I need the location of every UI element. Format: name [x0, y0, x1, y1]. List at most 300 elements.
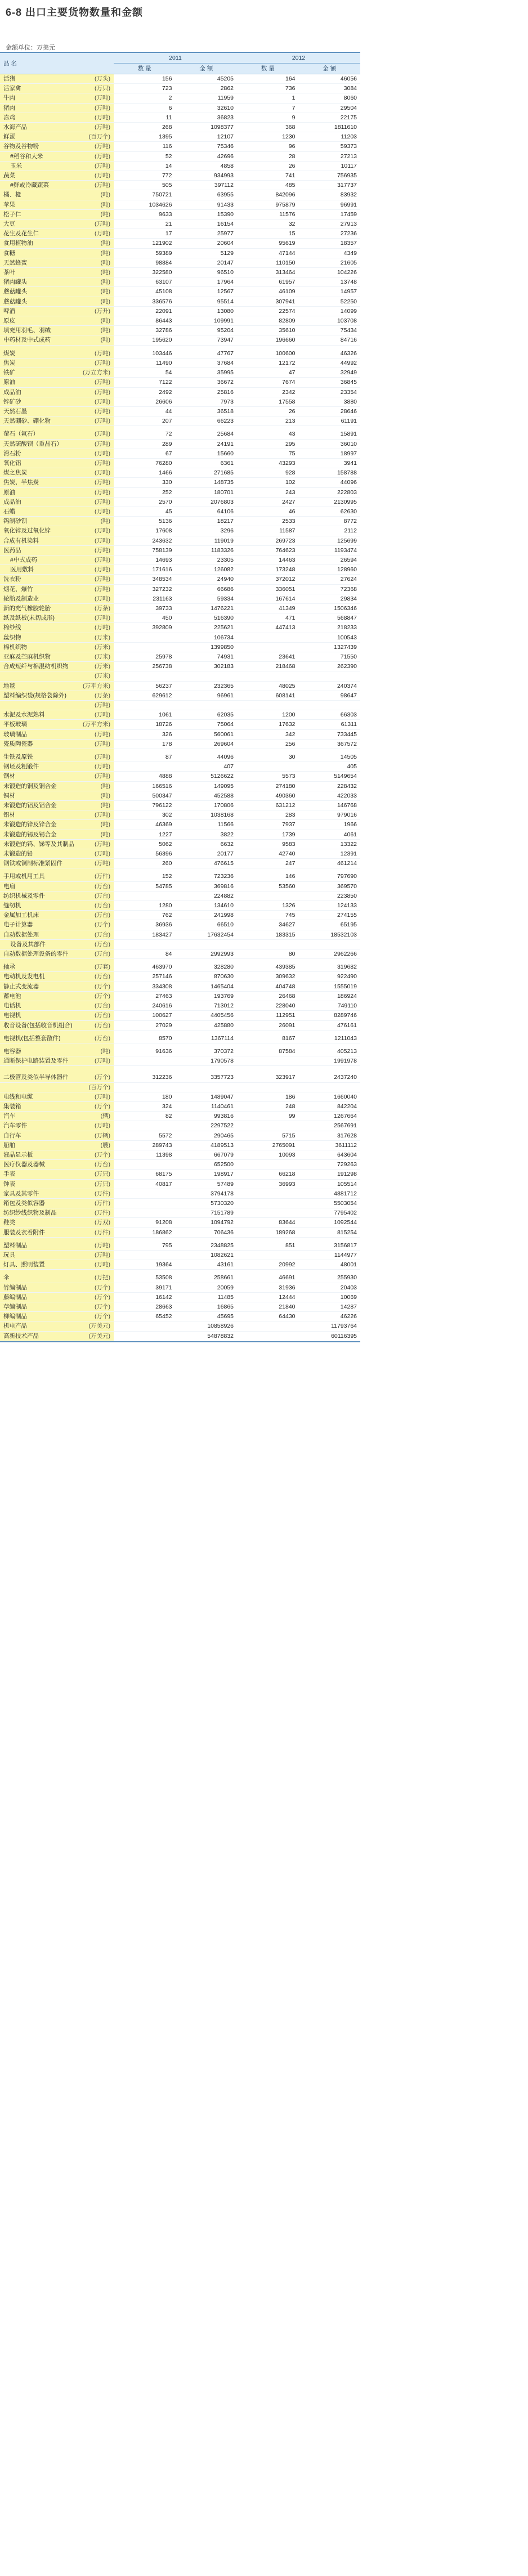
cell-amt-2011: 24940 [176, 575, 238, 584]
table-row [0, 982, 360, 991]
cell-amt-2012: 1144977 [299, 1250, 361, 1260]
cell-qty-2012: 26468 [237, 991, 299, 1001]
row-label: 食糖 [3, 249, 15, 257]
row-label: 轴承 [3, 964, 15, 971]
row-name-wrap [3, 546, 110, 555]
cell-qty-2012: 17632 [237, 720, 299, 729]
row-label: 汽车零件 [3, 1122, 27, 1130]
row-name-wrap [3, 1273, 110, 1282]
cell-qty-2011: 186862 [114, 1227, 176, 1237]
cell-qty-2011 [114, 1208, 176, 1218]
cell-amt-2012: 98647 [299, 691, 361, 700]
cell-amt-2012: 2437240 [299, 1073, 361, 1082]
cell-amt-2011: 16154 [176, 219, 238, 229]
cell-amt-2012: 2567691 [299, 1121, 361, 1131]
table-row [0, 830, 360, 839]
cell-amt-2012: 62630 [299, 507, 361, 516]
row-unit: (万个) [95, 1074, 110, 1081]
row-unit: (万美元) [88, 1323, 110, 1330]
row-unit: (万立方米) [83, 369, 110, 377]
row-label: 铁矿 [3, 369, 15, 377]
table-row [0, 1227, 360, 1237]
row-label: 食用植物油 [3, 240, 33, 247]
row-name-cell [0, 306, 114, 316]
row-name-wrap [3, 335, 110, 344]
cell-qty-2011: 28663 [114, 1302, 176, 1311]
row-unit: (万台) [95, 1012, 110, 1019]
row-name-cell [0, 623, 114, 633]
cell-amt-2012: 96991 [299, 200, 361, 209]
cell-qty-2011: 40817 [114, 1179, 176, 1189]
row-name-cell [0, 123, 114, 132]
row-name-cell [0, 468, 114, 478]
cell-qty-2012: 80 [237, 949, 299, 959]
row-name-cell [0, 397, 114, 406]
cell-qty-2011 [114, 1082, 176, 1092]
row-name-wrap [3, 1112, 110, 1121]
row-label: 收音设备(包括收音机组合) [3, 1022, 73, 1029]
row-name-cell [0, 565, 114, 575]
row-name-cell [0, 536, 114, 545]
cell-qty-2012: 164 [237, 74, 299, 84]
row-name-wrap [3, 962, 110, 971]
row-name-cell [0, 1121, 114, 1131]
cell-amt-2011: 193769 [176, 991, 238, 1001]
row-name-cell [0, 1302, 114, 1311]
row-name-wrap [3, 901, 110, 910]
cell-qty-2011: 2492 [114, 387, 176, 397]
row-label: 电动机及发电机 [3, 973, 45, 980]
row-name-wrap [3, 830, 110, 839]
row-name-wrap [3, 123, 110, 132]
cell-qty-2012: 100600 [237, 349, 299, 359]
cell-qty-2011: 116 [114, 142, 176, 151]
cell-qty-2011: 505 [114, 181, 176, 190]
row-name-cell [0, 1056, 114, 1066]
row-name-wrap [3, 730, 110, 739]
cell-amt-2011: 6361 [176, 458, 238, 468]
cell-qty-2011: 334308 [114, 982, 176, 991]
table-row [0, 536, 360, 545]
row-unit: (辆) [100, 1113, 110, 1120]
row-unit: (万吨) [95, 1122, 110, 1130]
cell-amt-2011: 15390 [176, 209, 238, 219]
cell-amt-2012: 3941 [299, 458, 361, 468]
cell-amt-2012: 1506346 [299, 603, 361, 613]
table-row [0, 487, 360, 497]
cell-amt-2011: 6632 [176, 839, 238, 849]
cell-amt-2012: 46326 [299, 349, 361, 359]
row-unit: (万台) [95, 1161, 110, 1168]
row-label: 电子计算器 [3, 921, 33, 929]
unit-note: 金额单位：万美元 [6, 44, 55, 51]
table-row [0, 791, 360, 800]
row-name-cell [0, 962, 114, 972]
cell-qty-2011: 11398 [114, 1150, 176, 1159]
table-row [0, 901, 360, 911]
cell-qty-2011: 39733 [114, 603, 176, 613]
row-name-cell [0, 575, 114, 584]
cell-amt-2012: 5503054 [299, 1198, 361, 1208]
cell-amt-2012: 8060 [299, 93, 361, 103]
cell-qty-2012 [237, 1056, 299, 1066]
row-label: 石蜡 [3, 508, 15, 515]
cell-qty-2011: 289 [114, 439, 176, 449]
table-row [0, 171, 360, 181]
cell-amt-2012: 28646 [299, 406, 361, 416]
row-label: 瓷质陶瓷器 [3, 740, 33, 747]
row-name-cell [0, 791, 114, 800]
cell-amt-2011: 4405456 [176, 1011, 238, 1020]
cell-amt-2011: 75064 [176, 720, 238, 729]
cell-amt-2012: 22175 [299, 113, 361, 122]
table-row [0, 1218, 360, 1227]
cell-qty-2012: 5573 [237, 772, 299, 781]
row-name-cell [0, 1241, 114, 1251]
row-label: 鲜蛋 [3, 133, 15, 141]
row-name-cell [0, 930, 114, 939]
cell-amt-2011: 328280 [176, 962, 238, 972]
row-name-wrap [3, 691, 110, 700]
row-name-wrap [10, 940, 110, 949]
table-row [0, 1121, 360, 1131]
table-row [0, 575, 360, 584]
table-row [0, 1283, 360, 1292]
cell-amt-2011: 32610 [176, 103, 238, 113]
row-label: 灯具、照明装置 [3, 1261, 45, 1269]
row-label: 蓄电池 [3, 992, 21, 1000]
row-name-wrap [3, 416, 110, 425]
cell-qty-2011: 336576 [114, 297, 176, 306]
row-name-cell [0, 1034, 114, 1043]
row-label: 藤编制品 [3, 1293, 27, 1301]
table-row [0, 752, 360, 762]
table-row [0, 142, 360, 151]
row-name-cell [0, 1250, 114, 1260]
cell-amt-2011: 1790578 [176, 1056, 238, 1066]
row-name-cell [0, 701, 114, 710]
cell-qty-2011: 32786 [114, 326, 176, 335]
row-label: 钢材 [3, 773, 15, 780]
cell-amt-2012: 815254 [299, 1227, 361, 1237]
cell-amt-2012: 27236 [299, 229, 361, 239]
row-name-cell [0, 1208, 114, 1218]
table-row [0, 248, 360, 258]
row-label: 原油 [3, 489, 15, 496]
table-row [0, 1140, 360, 1150]
row-unit: (万吨) [95, 498, 110, 505]
table-row [0, 458, 360, 468]
cell-qty-2012: 17558 [237, 397, 299, 406]
row-label: 猪肉 [3, 104, 15, 111]
table-row [0, 1047, 360, 1056]
cell-qty-2012: 43 [237, 429, 299, 439]
cell-amt-2011: 15660 [176, 449, 238, 458]
cell-amt-2012: 8772 [299, 517, 361, 526]
cell-qty-2011: 2570 [114, 497, 176, 507]
cell-amt-2011: 2297522 [176, 1121, 238, 1131]
row-unit: (万双) [95, 1219, 110, 1226]
cell-qty-2012: 745 [237, 911, 299, 920]
cell-amt-2011: 13080 [176, 306, 238, 316]
cell-amt-2011: 20177 [176, 849, 238, 859]
cell-amt-2012: 61191 [299, 416, 361, 426]
cell-qty-2012: 1326 [237, 901, 299, 911]
cell-amt-2012: 369570 [299, 881, 361, 891]
table-row [0, 239, 360, 248]
row-label: 柳编制品 [3, 1313, 27, 1320]
row-name-wrap [3, 801, 110, 810]
row-name-cell [0, 939, 114, 949]
cell-amt-2011: 20059 [176, 1283, 238, 1292]
cell-qty-2012: 7937 [237, 820, 299, 830]
row-label: 天然硼砂、硼化物 [3, 418, 51, 425]
cell-qty-2011 [114, 1121, 176, 1131]
cell-qty-2012: 10093 [237, 1150, 299, 1159]
cell-amt-2011: 96961 [176, 691, 238, 700]
cell-qty-2012: 66218 [237, 1170, 299, 1179]
row-unit: (吨) [100, 210, 110, 218]
table-row [0, 1179, 360, 1189]
cell-qty-2012: 313464 [237, 268, 299, 277]
row-label: 滑石粉 [3, 450, 21, 457]
cell-qty-2012: 447413 [237, 623, 299, 633]
table-row [0, 449, 360, 458]
cell-amt-2011: 62035 [176, 710, 238, 720]
cell-qty-2011 [114, 1331, 176, 1341]
cell-amt-2011: 2992993 [176, 949, 238, 959]
row-name-cell [0, 349, 114, 359]
cell-amt-2011: 73947 [176, 335, 238, 345]
row-unit: (吨) [100, 831, 110, 838]
row-unit: (万吨) [95, 860, 110, 867]
row-unit: (万吨) [95, 95, 110, 102]
row-unit: (万吨) [95, 763, 110, 770]
row-name-wrap [10, 152, 110, 161]
table-row [0, 1292, 360, 1302]
row-name-wrap [3, 623, 110, 632]
cell-amt-2011: 476615 [176, 859, 238, 868]
cell-qty-2011: 322580 [114, 268, 176, 277]
cell-amt-2011: 1399850 [176, 642, 238, 652]
table-row [0, 555, 360, 565]
table-row [0, 1112, 360, 1121]
cell-qty-2012: 28 [237, 151, 299, 161]
row-unit: (万吨) [95, 615, 110, 622]
cell-qty-2012: 32 [237, 219, 299, 229]
row-name-cell [0, 1101, 114, 1111]
row-unit: (万吨) [95, 388, 110, 396]
row-label: 未锻造的锌及锌合金 [3, 821, 57, 828]
cell-amt-2011: 290465 [176, 1131, 238, 1140]
cell-qty-2011 [114, 1160, 176, 1170]
row-unit: (吨) [100, 298, 110, 305]
header-qty-2012: 数 量 [237, 64, 299, 74]
cell-qty-2012: 283 [237, 810, 299, 820]
cell-amt-2012: 66303 [299, 710, 361, 720]
row-name-wrap [3, 840, 110, 849]
cell-qty-2012 [237, 701, 299, 710]
row-name-wrap [3, 891, 110, 901]
row-name-cell [0, 142, 114, 151]
row-name-cell [0, 416, 114, 426]
row-unit: (百万个) [88, 133, 110, 141]
table-row [0, 497, 360, 507]
table-row [0, 200, 360, 209]
row-label: 氧化铝 [3, 459, 21, 467]
cell-qty-2011 [114, 701, 176, 710]
cell-qty-2011: 100627 [114, 1011, 176, 1020]
row-name-wrap [3, 710, 110, 719]
cell-amt-2011: 36823 [176, 113, 238, 122]
row-label: 天然石墨 [3, 407, 27, 415]
row-name-cell [0, 1321, 114, 1331]
row-label: 原油 [3, 379, 15, 386]
row-name-cell [0, 762, 114, 772]
row-name-wrap [3, 1131, 110, 1140]
cell-amt-2012: 44992 [299, 358, 361, 368]
row-unit: (万吨) [95, 440, 110, 447]
table-row [0, 701, 360, 710]
table-row [0, 349, 360, 359]
row-name-cell [0, 277, 114, 287]
cell-qty-2011: 72 [114, 429, 176, 439]
cell-qty-2011: 52 [114, 151, 176, 161]
table-row [0, 1170, 360, 1179]
cell-qty-2011: 56237 [114, 681, 176, 691]
row-name-wrap [3, 74, 110, 83]
cell-amt-2012: 2130995 [299, 497, 361, 507]
row-label: 玉米 [10, 162, 22, 169]
cell-qty-2012: 2765091 [237, 1140, 299, 1150]
row-name-cell [0, 545, 114, 555]
cell-qty-2012: 61957 [237, 277, 299, 287]
cell-amt-2012: 733445 [299, 729, 361, 739]
row-name-wrap [3, 1056, 110, 1065]
table-row [0, 1020, 360, 1030]
table-row [0, 1092, 360, 1101]
cell-amt-2012: 1327439 [299, 642, 361, 652]
row-unit: (百万个) [88, 1083, 110, 1091]
row-label: 未锻造的钨、锑等及其制品 [3, 840, 74, 848]
row-unit: (吨) [100, 792, 110, 799]
row-name-cell [0, 652, 114, 661]
row-unit: (万条) [95, 692, 110, 699]
row-unit: (万吨) [95, 221, 110, 228]
cell-qty-2012: 372012 [237, 575, 299, 584]
cell-qty-2011: 1395 [114, 132, 176, 142]
table-row [0, 920, 360, 930]
row-label: 医用敷料 [10, 566, 34, 574]
row-name-wrap [3, 643, 110, 652]
row-unit: (万吨) [95, 459, 110, 467]
row-unit: (万件) [95, 873, 110, 880]
cell-amt-2012: 1267664 [299, 1112, 361, 1121]
cell-qty-2011: 27463 [114, 991, 176, 1001]
row-name-cell [0, 1260, 114, 1270]
table-row [0, 1131, 360, 1140]
cell-qty-2011 [114, 1250, 176, 1260]
row-unit: (万个) [95, 921, 110, 929]
row-name-wrap [3, 740, 110, 749]
table-row [0, 517, 360, 526]
cell-qty-2012: 295 [237, 439, 299, 449]
cell-amt-2012: 1660040 [299, 1092, 361, 1101]
cell-amt-2012: 3880 [299, 397, 361, 406]
cell-amt-2012: 405213 [299, 1047, 361, 1056]
cell-amt-2011: 18217 [176, 517, 238, 526]
cell-qty-2012 [237, 939, 299, 949]
cell-qty-2011: 348534 [114, 575, 176, 584]
row-name-wrap [10, 162, 110, 171]
cell-amt-2012: 7795402 [299, 1208, 361, 1218]
table-row [0, 74, 360, 84]
cell-amt-2012: 1555019 [299, 982, 361, 991]
cell-qty-2012: 110150 [237, 258, 299, 267]
table-row [0, 1150, 360, 1159]
row-label: 钢坯及粗锻件 [3, 763, 39, 770]
cell-qty-2012: 228040 [237, 1001, 299, 1011]
row-label: 合成短纤与棉混纺机织物 [3, 663, 69, 670]
row-label: 钨制砂钡 [3, 518, 27, 525]
cell-qty-2012: 5715 [237, 1131, 299, 1140]
row-name-wrap [3, 652, 110, 661]
cell-qty-2011: 11 [114, 113, 176, 122]
row-name-cell [0, 830, 114, 839]
cell-qty-2011: 178 [114, 739, 176, 749]
cell-amt-2012: 32949 [299, 368, 361, 378]
table-row [0, 190, 360, 200]
row-unit: (万辆) [95, 1132, 110, 1139]
row-name-cell [0, 613, 114, 623]
cell-amt-2012: 222803 [299, 487, 361, 497]
cell-qty-2012 [237, 1208, 299, 1218]
cell-qty-2012: 736 [237, 84, 299, 93]
cell-qty-2012: 1200 [237, 710, 299, 720]
cell-qty-2011 [114, 762, 176, 772]
cell-qty-2011 [114, 642, 176, 652]
table-row [0, 297, 360, 306]
cell-qty-2012: 64430 [237, 1312, 299, 1321]
cell-qty-2011: 84 [114, 949, 176, 959]
row-label: 洗衣粉 [3, 576, 21, 583]
cell-qty-2011: 68175 [114, 1170, 176, 1179]
cell-amt-2011: 258661 [176, 1273, 238, 1283]
row-name-cell [0, 517, 114, 526]
cell-qty-2012: 7 [237, 103, 299, 113]
table-row [0, 1241, 360, 1251]
cell-qty-2012: 186 [237, 1092, 299, 1101]
row-label: 纸及纸板(未切成形) [3, 615, 55, 622]
row-label: 电视机 [3, 1012, 21, 1019]
cell-qty-2011: 39171 [114, 1283, 176, 1292]
cell-qty-2012: 764623 [237, 545, 299, 555]
table-row [0, 710, 360, 720]
cell-qty-2012: 608141 [237, 691, 299, 700]
header-name: 品 名 [0, 52, 114, 74]
row-name-cell [0, 358, 114, 368]
row-name-wrap [3, 1283, 110, 1292]
cell-amt-2011: 66686 [176, 584, 238, 594]
cell-qty-2011: 392809 [114, 623, 176, 633]
row-name-cell [0, 171, 114, 181]
row-label: 猪肉罐头 [3, 279, 27, 286]
row-name-cell [0, 881, 114, 891]
row-label: 中药材及中式成药 [3, 337, 51, 344]
cell-amt-2011: 20147 [176, 258, 238, 267]
row-unit: (万吨) [95, 546, 110, 554]
row-label: 伞 [3, 1274, 10, 1282]
